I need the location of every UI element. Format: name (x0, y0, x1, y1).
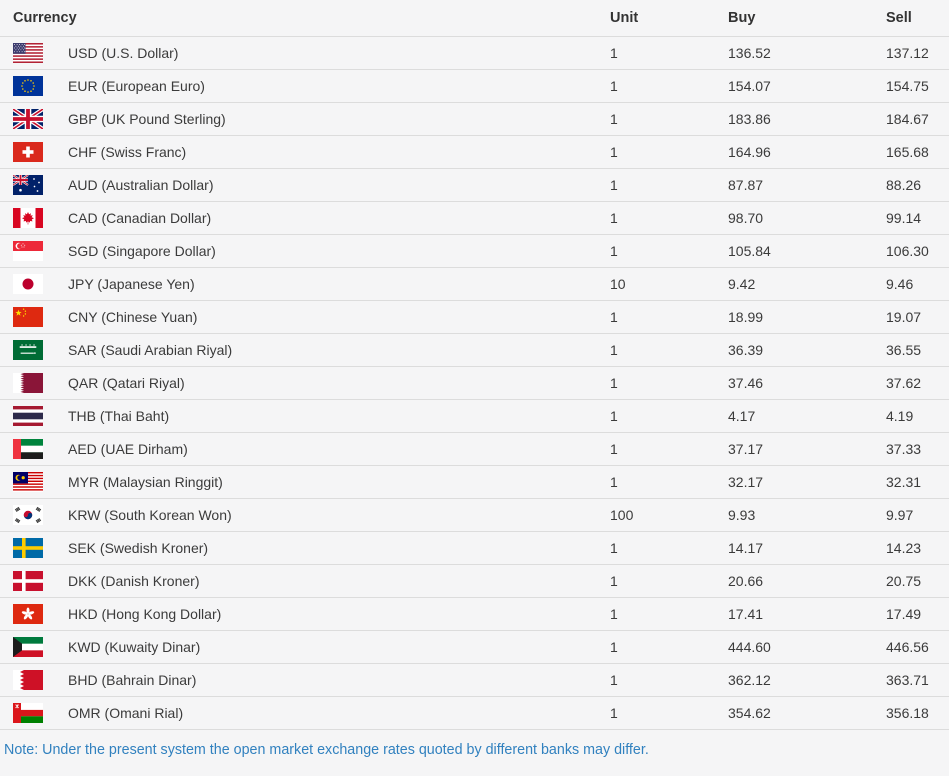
unit-value: 1 (610, 408, 618, 424)
currency-cell (0, 241, 610, 261)
buy-value: 37.17 (728, 441, 764, 457)
currency-cell (0, 274, 610, 294)
currency-cell (0, 472, 610, 492)
buy-value: 18.99 (728, 309, 764, 325)
table-row (0, 136, 949, 169)
currency-label: SGD (Singapore Dollar) (68, 243, 216, 259)
unit-value: 1 (610, 705, 618, 721)
flag-hk-icon (13, 604, 43, 624)
flag-se-icon (13, 538, 43, 558)
flag-om-icon (13, 703, 43, 723)
table-row (0, 499, 949, 532)
flag-sg-icon (13, 241, 43, 261)
currency-cell (0, 43, 610, 63)
buy-value: 154.07 (728, 78, 771, 94)
buy-value: 136.52 (728, 45, 771, 61)
unit-value: 1 (610, 639, 618, 655)
currency-label: AUD (Australian Dollar) (68, 177, 214, 193)
buy-value: 183.86 (728, 111, 771, 127)
table-body (0, 37, 949, 730)
buy-value: 87.87 (728, 177, 764, 193)
table-row (0, 565, 949, 598)
currency-label: JPY (Japanese Yen) (68, 276, 195, 292)
table-row (0, 301, 949, 334)
flag-qa-icon (13, 373, 43, 393)
sell-value: 184.67 (886, 111, 929, 127)
table-row (0, 400, 949, 433)
flag-eu-icon (13, 76, 43, 96)
table-row (0, 631, 949, 664)
buy-value: 98.70 (728, 210, 764, 226)
column-header-buy: Buy (728, 10, 756, 26)
column-header-sell: Sell (886, 10, 912, 26)
column-header-currency: Currency (13, 10, 77, 26)
currency-label: DKK (Danish Kroner) (68, 573, 200, 589)
unit-value: 1 (610, 243, 618, 259)
unit-value: 10 (610, 276, 626, 292)
sell-value: 17.49 (886, 606, 922, 622)
currency-cell (0, 373, 610, 393)
flag-bh-icon (13, 670, 43, 690)
flag-dk-icon (13, 571, 43, 591)
column-header-unit: Unit (610, 10, 639, 26)
currency-label: HKD (Hong Kong Dollar) (68, 606, 222, 622)
buy-value: 9.93 (728, 507, 756, 523)
currency-label: THB (Thai Baht) (68, 408, 170, 424)
unit-value: 1 (610, 309, 618, 325)
currency-label: KWD (Kuwaity Dinar) (68, 639, 201, 655)
buy-value: 9.42 (728, 276, 756, 292)
buy-value: 354.62 (728, 705, 771, 721)
sell-value: 37.62 (886, 375, 922, 391)
currency-cell (0, 439, 610, 459)
flag-ae-icon (13, 439, 43, 459)
currency-label: QAR (Qatari Riyal) (68, 375, 185, 391)
unit-value: 1 (610, 606, 618, 622)
currency-cell (0, 670, 610, 690)
flag-us-icon (13, 43, 43, 63)
buy-value: 36.39 (728, 342, 764, 358)
table-row (0, 664, 949, 697)
buy-value: 4.17 (728, 408, 756, 424)
table-row (0, 70, 949, 103)
flag-kr-icon (13, 505, 43, 525)
flag-gb-icon (13, 109, 43, 129)
currency-label: CNY (Chinese Yuan) (68, 309, 198, 325)
buy-value: 32.17 (728, 474, 764, 490)
currency-label: USD (U.S. Dollar) (68, 45, 179, 61)
unit-value: 1 (610, 111, 618, 127)
unit-value: 1 (610, 441, 618, 457)
currency-label: SAR (Saudi Arabian Riyal) (68, 342, 233, 358)
table-row (0, 598, 949, 631)
sell-value: 4.19 (886, 408, 914, 424)
sell-value: 165.68 (886, 144, 929, 160)
sell-value: 9.46 (886, 276, 914, 292)
currency-cell (0, 604, 610, 624)
unit-value: 1 (610, 540, 618, 556)
currency-label: OMR (Omani Rial) (68, 705, 184, 721)
currency-label: KRW (South Korean Won) (68, 507, 232, 523)
currency-label: AED (UAE Dirham) (68, 441, 188, 457)
sell-value: 446.56 (886, 639, 929, 655)
currency-label: CAD (Canadian Dollar) (68, 210, 212, 226)
buy-value: 20.66 (728, 573, 764, 589)
table-header-row (0, 0, 949, 37)
unit-value: 1 (610, 45, 618, 61)
currency-cell (0, 340, 610, 360)
flag-th-icon (13, 406, 43, 426)
flag-ca-icon (13, 208, 43, 228)
table-row (0, 334, 949, 367)
table-row (0, 697, 949, 730)
unit-value: 1 (610, 474, 618, 490)
sell-value: 106.30 (886, 243, 929, 259)
buy-value: 105.84 (728, 243, 771, 259)
currency-cell (0, 406, 610, 426)
buy-value: 444.60 (728, 639, 771, 655)
sell-value: 154.75 (886, 78, 929, 94)
buy-value: 17.41 (728, 606, 764, 622)
buy-value: 362.12 (728, 672, 771, 688)
table-row (0, 169, 949, 202)
table-row (0, 37, 949, 70)
currency-cell (0, 637, 610, 657)
currency-cell (0, 505, 610, 525)
currency-cell (0, 175, 610, 195)
currency-label: EUR (European Euro) (68, 78, 205, 94)
currency-cell (0, 142, 610, 162)
flag-my-icon (13, 472, 43, 492)
flag-au-icon (13, 175, 43, 195)
buy-value: 14.17 (728, 540, 764, 556)
flag-cn-icon (13, 307, 43, 327)
currency-cell (0, 703, 610, 723)
currency-cell (0, 307, 610, 327)
sell-value: 9.97 (886, 507, 914, 523)
unit-value: 1 (610, 177, 618, 193)
table-row (0, 235, 949, 268)
table-row (0, 433, 949, 466)
sell-value: 137.12 (886, 45, 929, 61)
currency-label: BHD (Bahrain Dinar) (68, 672, 197, 688)
sell-value: 19.07 (886, 309, 922, 325)
unit-value: 1 (610, 144, 618, 160)
sell-value: 356.18 (886, 705, 929, 721)
table-row (0, 532, 949, 565)
table-row (0, 466, 949, 499)
currency-cell (0, 76, 610, 96)
sell-value: 32.31 (886, 474, 922, 490)
currency-label: CHF (Swiss Franc) (68, 144, 187, 160)
currency-cell (0, 109, 610, 129)
sell-value: 14.23 (886, 540, 922, 556)
table-row (0, 103, 949, 136)
sell-value: 99.14 (886, 210, 922, 226)
table-row (0, 268, 949, 301)
unit-value: 1 (610, 210, 618, 226)
unit-value: 1 (610, 78, 618, 94)
sell-value: 36.55 (886, 342, 922, 358)
sell-value: 20.75 (886, 573, 922, 589)
unit-value: 1 (610, 342, 618, 358)
sell-value: 37.33 (886, 441, 922, 457)
sell-value: 363.71 (886, 672, 929, 688)
table-row (0, 367, 949, 400)
flag-kw-icon (13, 637, 43, 657)
unit-value: 1 (610, 672, 618, 688)
currency-cell (0, 538, 610, 558)
flag-sa-icon (13, 340, 43, 360)
sell-value: 88.26 (886, 177, 922, 193)
table-row (0, 202, 949, 235)
currency-label: GBP (UK Pound Sterling) (68, 111, 226, 127)
unit-value: 1 (610, 573, 618, 589)
note-text: Note: Under the present system the open market exchange rates quoted by different banks may differ. (4, 742, 649, 758)
currency-cell (0, 208, 610, 228)
unit-value: 100 (610, 507, 634, 523)
unit-value: 1 (610, 375, 618, 391)
buy-value: 37.46 (728, 375, 764, 391)
flag-ch-icon (13, 142, 43, 162)
currency-cell (0, 571, 610, 591)
flag-jp-icon (13, 274, 43, 294)
buy-value: 164.96 (728, 144, 771, 160)
currency-label: SEK (Swedish Kroner) (68, 540, 209, 556)
currency-label: MYR (Malaysian Ringgit) (68, 474, 223, 490)
